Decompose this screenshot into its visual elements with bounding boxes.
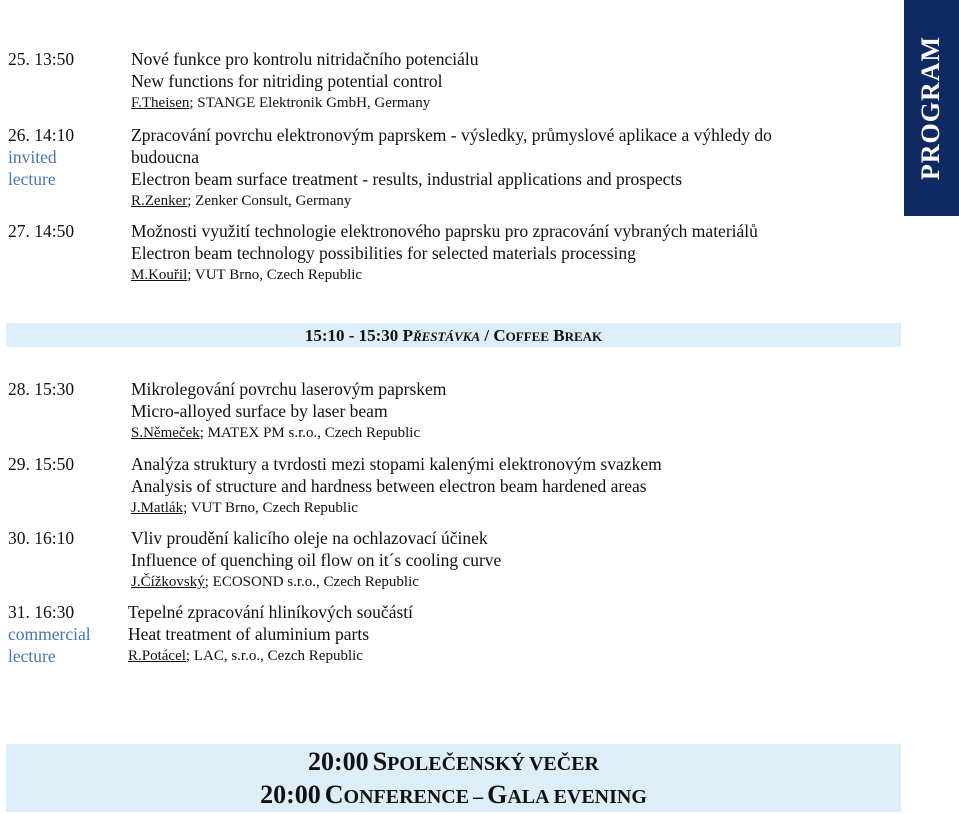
talk-title-cz: Možnosti využití technologie elektronového paprsku pro zpracování vybraných materiálů bbox=[131, 221, 758, 241]
talk-author: M.Kouřil; VUT Brno, Czech Republic bbox=[131, 267, 363, 283]
talk-number-time: 29. 15:50 bbox=[8, 454, 75, 474]
talk-title-cz: Nové funkce pro kontrolu nitridačního potenciálu bbox=[131, 49, 479, 69]
gala-line-cz: 20:00 SPOLEČENSKÝ VEČER bbox=[308, 747, 599, 776]
talk-number-time: 25. 13:50 bbox=[8, 49, 75, 69]
talk-author: R.Zenker; Zenker Consult, Germany bbox=[131, 193, 352, 209]
talk-number-time: 30. 16:10 bbox=[8, 528, 75, 548]
side-tab-label: PROGRAM bbox=[916, 35, 946, 181]
program-side-tab bbox=[904, 0, 959, 216]
talk-title-en: Micro-alloyed surface by laser beam bbox=[131, 401, 388, 421]
talk-title-cz: Mikrolegování povrchu laserovým paprskem bbox=[131, 379, 447, 399]
talk-author: J.Čížkovský; ECOSOND s.r.o., Czech Republic bbox=[131, 574, 419, 590]
talk-title-en: Electron beam surface treatment - results, industrial applications and prospects bbox=[131, 169, 683, 189]
talk-title-cz: Vliv proudění kalicího oleje na ochlazovací účinek bbox=[131, 528, 488, 548]
talk-tag-invited: invited bbox=[8, 147, 57, 167]
talk-tag-lecture: lecture bbox=[8, 646, 56, 666]
talk-number-time: 26. 14:10 bbox=[8, 125, 75, 145]
gala-evening-banner bbox=[6, 744, 901, 812]
coffee-break-text: 15:10 - 15:30 PŘESTÁVKA / COFFEE BREAK bbox=[304, 326, 603, 345]
talk-number-time: 28. 15:30 bbox=[8, 379, 75, 399]
talk-author: S.Němeček; MATEX PM s.r.o., Czech Republic bbox=[131, 425, 421, 441]
talk-title-en: Influence of quenching oil flow on it´s cooling curve bbox=[131, 550, 502, 570]
talk-title-cz-continued: budoucna bbox=[131, 147, 200, 167]
talk-number-time: 31. 16:30 bbox=[8, 602, 75, 622]
talk-title-en: Electron beam technology possibilities for selected materials processing bbox=[131, 243, 636, 263]
talk-title-cz: Analýza struktury a tvrdosti mezi stopami kalenými elektronovým svazkem bbox=[131, 454, 662, 474]
talk-title-en: Heat treatment of aluminium parts bbox=[128, 624, 370, 644]
talk-tag-lecture: lecture bbox=[8, 169, 56, 189]
talk-author: J.Matlák; VUT Brno, Czech Republic bbox=[131, 500, 358, 516]
talk-title-cz: Zpracování povrchu elektronovým paprskem - výsledky, průmyslové aplikace a výhledy do bbox=[131, 125, 772, 145]
gala-line-en: 20:00 CONFERENCE – GALA EVENING bbox=[260, 780, 647, 809]
talk-title-cz: Tepelné zpracování hliníkových součástí bbox=[128, 602, 413, 622]
talk-tag-commercial: commercial bbox=[8, 624, 91, 644]
talk-author: F.Theisen; STANGE Elektronik GmbH, Germany bbox=[131, 95, 431, 111]
talk-title-en: New functions for nitriding potential control bbox=[131, 71, 443, 91]
coffee-break-banner bbox=[6, 323, 901, 347]
talk-author: R.Potácel; LAC, s.r.o., Cezch Republic bbox=[128, 648, 363, 664]
talk-number-time: 27. 14:50 bbox=[8, 221, 75, 241]
talk-title-en: Analysis of structure and hardness between electron beam hardened areas bbox=[131, 476, 647, 496]
